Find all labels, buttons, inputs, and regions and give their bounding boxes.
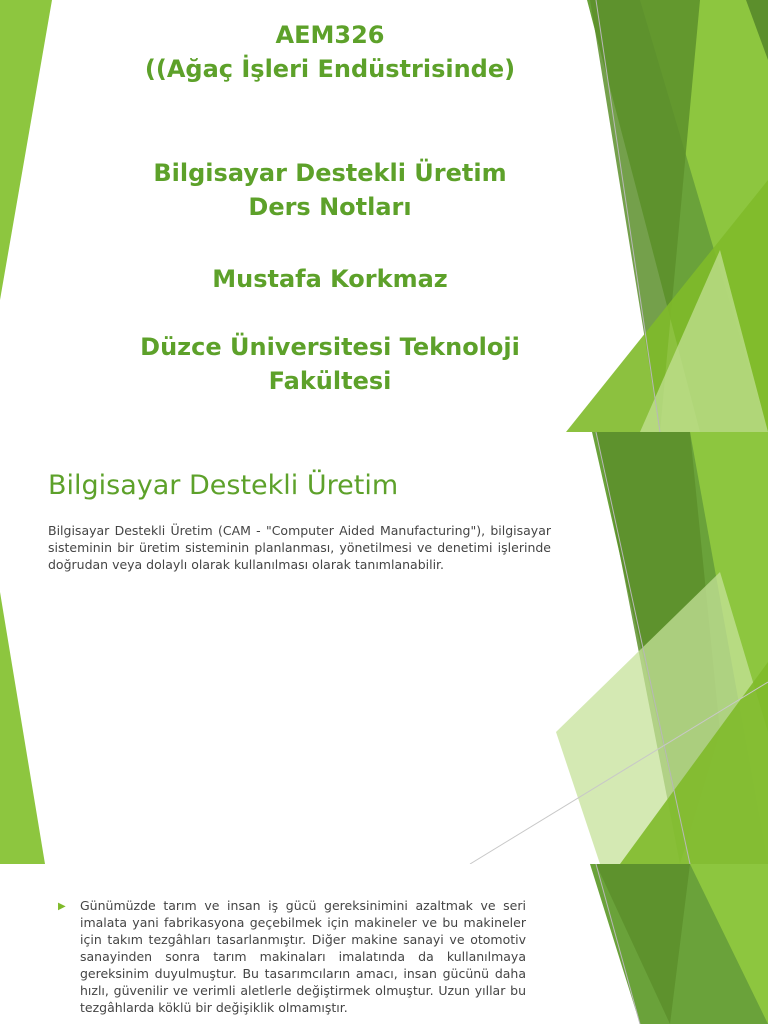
title-slide [0,0,768,432]
section-paragraph: Bilgisayar Destekli Üretim (CAM - "Computer Aided Manufacturing"), bilgisayar sisteminin bir üretim sisteminin planlanması, yönetilmesi ve denetimi işlerinde doğrudan veya dolaylı olarak kullanılması olarak tanımlanabilir. [48,523,551,572]
section-heading: Bilgisayar Destekli Üretim [48,470,399,501]
title-line-2: Ders Notları [248,193,412,221]
left-triangle-shape [0,592,45,864]
author-name [100,262,560,296]
course-header [100,18,560,86]
document-title [100,156,560,224]
institution-line-2: Fakültesi [268,367,392,395]
course-subtitle: ((Ağaç İşleri Endüstrisinde) [144,55,516,83]
bullet-paragraph: Günümüzde tarım ve insan iş gücü gereksinimini azaltmak ve seri imalata yani fabrikasyona geçebilmek için makineler ve bu makineler için takım tezgâhları tasarlanmıştır. Diğer makine sanayi ve otomotiv sanayinden sonra tarım makinaları imalatında da kullanılmaya gereksinim duyulmuştur. Bu tasarımcıların amacı, insan gücünü daha hızlı, güvenilir ve verimli aletlerle değiştirmek olmuştur. Uzun yıllar bu tezgâhlarda köklü bir değişiklik olmamıştır. [80,898,526,1015]
course-code: AEM326 [275,21,385,49]
institution-line-1: Düzce Üniversitesi Teknoloji [140,333,520,361]
left-triangle-shape [0,0,52,300]
triangle-bullet-icon: ▶ [58,901,66,912]
title-line-1: Bilgisayar Destekli Üretim [153,159,507,187]
author-text: Mustafa Korkmaz [212,265,448,293]
institution [100,330,560,398]
